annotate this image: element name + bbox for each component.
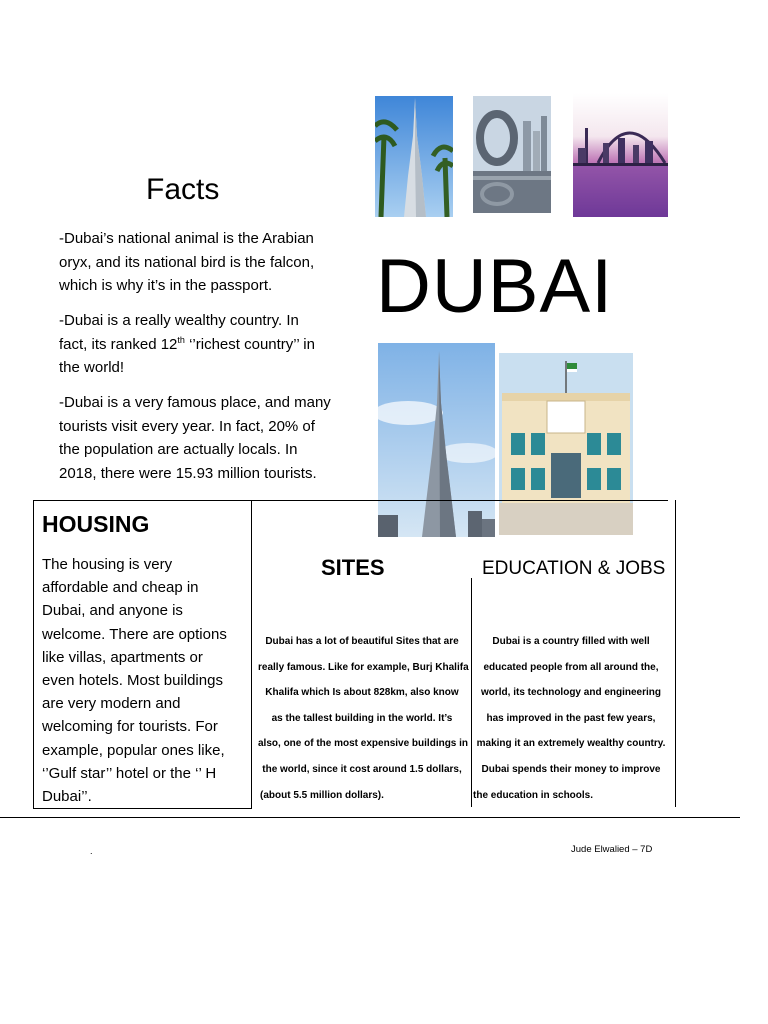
fact-paragraph-1 bbox=[59, 227, 351, 298]
housing-line: welcome. There are options bbox=[42, 625, 227, 643]
sites-title: SITES bbox=[321, 555, 385, 580]
housing-title: HOUSING bbox=[42, 511, 150, 537]
burj-khalifa-tower-photo bbox=[378, 343, 495, 537]
dubai-creek-sunset-photo bbox=[573, 93, 668, 217]
government-building-photo bbox=[499, 353, 633, 535]
fact-line: 2018, there were 15.93 million tourists. bbox=[59, 464, 317, 482]
fact-text: fact, its ranked 12 bbox=[59, 335, 178, 353]
education-jobs-title: EDUCATION & JOBS bbox=[482, 558, 666, 579]
fact-line: which is why it’s in the passport. bbox=[59, 277, 273, 294]
sites-line: as the tallest building in the world. It’s bbox=[271, 712, 453, 724]
fact-paragraph-2 bbox=[59, 309, 351, 380]
sites-line: really famous. Like for example, Burj Khalifa bbox=[258, 661, 469, 673]
page-title: DUBAI bbox=[376, 244, 614, 329]
housing-line: Dubai, and anyone is bbox=[42, 602, 183, 620]
housing-line: Dubai’’. bbox=[42, 788, 92, 806]
fact-line: the population are actually locals. In bbox=[59, 441, 298, 458]
facts-title: Facts bbox=[146, 173, 220, 206]
sites-line: also, one of the most expensive buildings in bbox=[258, 738, 469, 750]
author-credit: Jude Elwalied – 7D bbox=[571, 844, 653, 855]
fact-line: -Dubai is a very famous place, and many bbox=[59, 394, 331, 411]
housing-line: affordable and cheap in bbox=[42, 579, 199, 597]
housing-line: even hotels. Most buildings bbox=[42, 672, 223, 690]
education-line: educated people from all around the, bbox=[483, 661, 659, 673]
housing-line: ‘’Gulf star’’ hotel or the ‘’ H bbox=[42, 764, 217, 782]
burj-khalifa-palms-photo bbox=[375, 96, 453, 217]
fact-line: the world! bbox=[59, 359, 125, 376]
housing-line: welcoming for tourists. For bbox=[42, 718, 218, 736]
footer-dot: . bbox=[90, 846, 93, 856]
fact-line bbox=[59, 333, 351, 357]
housing-text bbox=[42, 553, 247, 808]
fact-text: ‘’richest country’’ in bbox=[184, 335, 315, 353]
fact-line: -Dubai’s national animal is the Arabian bbox=[59, 230, 314, 247]
education-line: has improved in the past few years, bbox=[486, 712, 656, 724]
education-line: Dubai spends their money to improve bbox=[481, 763, 661, 775]
education-text bbox=[473, 629, 669, 808]
housing-line: example, popular ones like, bbox=[42, 741, 225, 759]
sites-line: Dubai has a lot of beautiful Sites that are bbox=[265, 636, 459, 647]
fact-line: oryx, and its national bird is the falcon, bbox=[59, 253, 315, 271]
housing-line: The housing is very bbox=[42, 556, 173, 573]
fact-line: -Dubai is a really wealthy country. In bbox=[59, 312, 299, 329]
education-line: world, its technology and engineering bbox=[480, 687, 661, 699]
museum-of-future-photo bbox=[473, 96, 551, 213]
education-line: making it an extremely wealthy country. bbox=[476, 738, 666, 750]
education-line: Dubai is a country filled with well bbox=[492, 636, 650, 647]
section-divider-top bbox=[250, 500, 668, 501]
housing-line: like villas, apartments or bbox=[42, 648, 203, 666]
sites-line: the world, since it cost around 1.5 dollars, bbox=[262, 763, 462, 775]
sites-line: Khalifa which Is about 828km, also know bbox=[265, 687, 459, 699]
sites-line: (about 5.5 million dollars). bbox=[260, 789, 384, 801]
education-line: the education in schools. bbox=[473, 789, 594, 801]
footer-divider bbox=[0, 817, 740, 818]
column-divider bbox=[471, 578, 472, 807]
ordinal-superscript: th bbox=[177, 334, 185, 345]
fact-line: tourists visit every year. In fact, 20% of bbox=[59, 417, 315, 435]
section-divider-right bbox=[675, 500, 676, 807]
sites-text bbox=[258, 629, 469, 808]
housing-line: are very modern and bbox=[42, 695, 181, 713]
fact-paragraph-3 bbox=[59, 391, 351, 485]
